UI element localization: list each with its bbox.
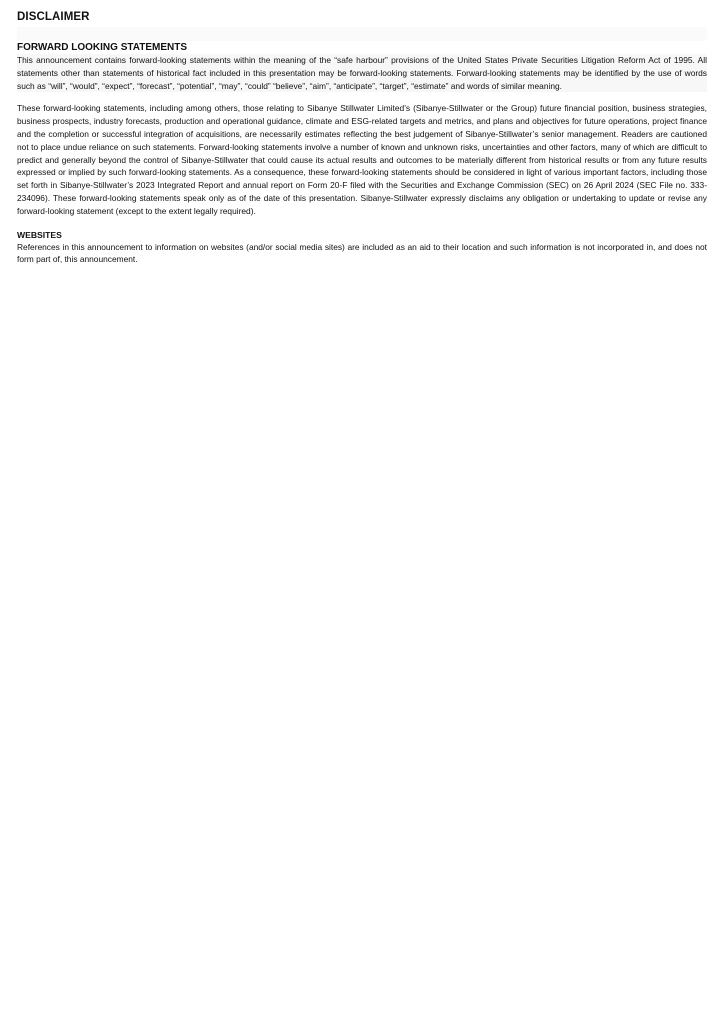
title-divider	[17, 27, 707, 41]
section-heading-websites: WEBSITES	[17, 229, 62, 240]
forward-looking-section	[17, 42, 707, 218]
websites-section	[17, 229, 707, 267]
disclaimer-page	[17, 0, 707, 266]
paragraph-forward-looking-intro: This announcement contains forward-looking statements within the meaning of the “safe harbour” provisions of the United States Private Securities Litigation Reform Act of 1995. All statements other than statements of historical fact included in this presentation may be forward-looking statements. Forward-looking statements may be identified by the use of words such as “will”, “would”, “expect”, “forecast”, “potential”, “may”, “could” “believe”, “aim”, “anticipate”, “target”, “estimate” and words of similar meaning.	[17, 55, 707, 91]
page-title: DISCLAIMER	[17, 11, 90, 23]
paragraph-forward-looking-detail: These forward-looking statements, including among others, those relating to Sibanye Stillwater Limited’s (Sibanye-Stillwater or the Group) future financial position, business strategies, business prospects, industry forecasts, production and operational guidance, climate and ESG-related targets and metrics, and plans and objectives for future operations, project finance and the completion or successful integration of acquisitions, are necessarily estimates reflecting the best judgement of Sibanye-Stillwater’s senior management. Readers are cautioned not to place undue reliance on such statements. Forward-looking statements involve a number of known and unknown risks, uncertainties and other factors, many of which are difficult to predict and generally beyond the control of Sibanye-Stillwater that could cause its actual results and outcomes to be materially different from historical results or from any future results expressed or implied by such forward-looking statements. As a consequence, these forward-looking statements should be considered in light of various important factors, including those set forth in Sibanye-Stillwater’s 2023 Integrated Report and annual report on Form 20-F filed with the Securities and Exchange Commission (SEC) on 26 April 2024 (SEC File no. 333-234096). These forward-looking statements speak only as of the date of this presentation. Sibanye-Stillwater expressly disclaims any obligation or undertaking to update or revise any forward-looking statement (except to the extent legally required).	[17, 103, 707, 216]
section-heading-forward-looking: FORWARD LOOKING STATEMENTS	[17, 42, 187, 53]
paragraph-websites: References in this announcement to information on websites (and/or social media sites) are included as an aid to their location and such information is not incorporated in, and does not form part of, this announcement.	[17, 241, 707, 265]
